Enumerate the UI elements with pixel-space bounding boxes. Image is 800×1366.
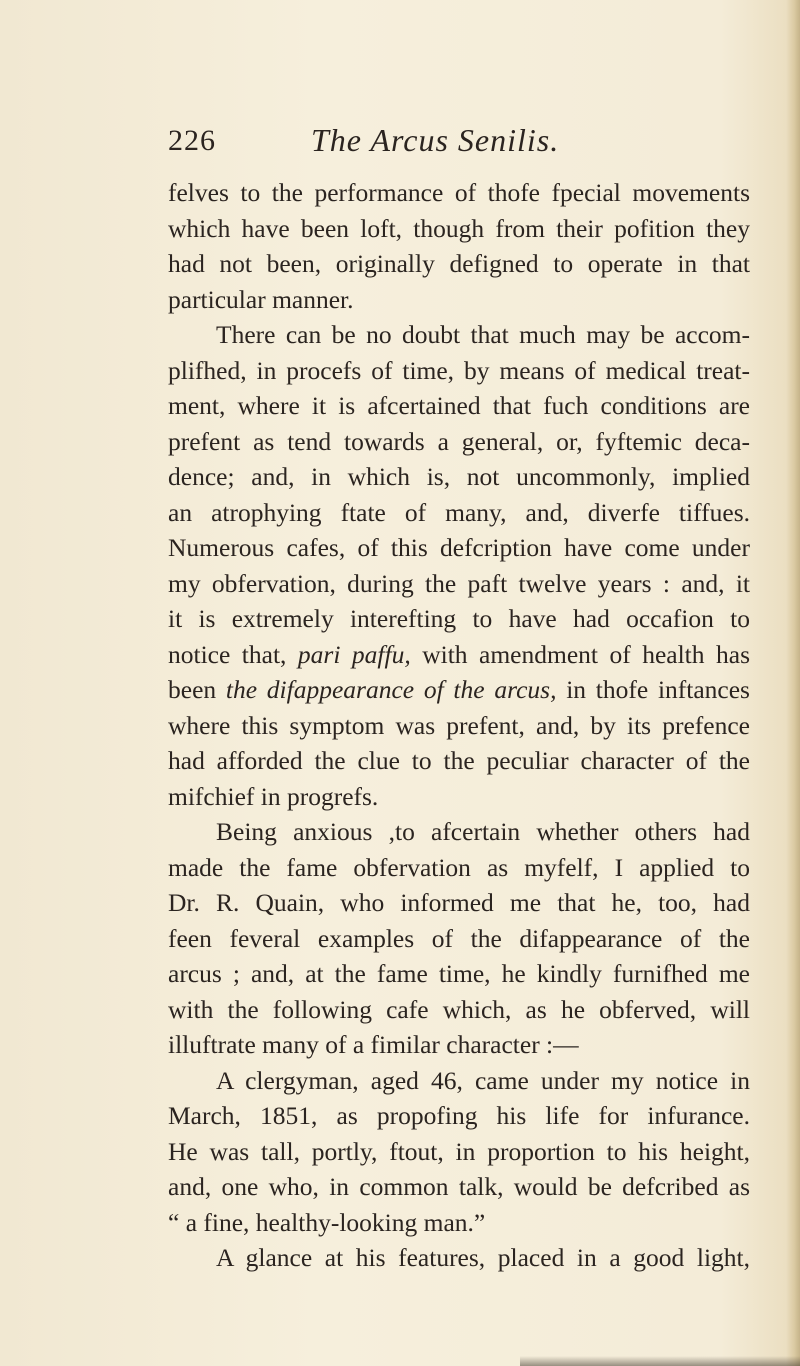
body-text (168, 175, 750, 1276)
text-line: dence; and, in which is, not uncommonly, implied (168, 462, 750, 491)
text-line: Dr. R. Quain, who informed me that he, too, had (168, 888, 750, 917)
text-line: A glance at his features, placed in a good light, (216, 1243, 750, 1272)
text-line: prefent as tend towards a general, or, fyftemic deca- (168, 426, 750, 456)
text-line: plifhed, in procefs of time, by means of medical treat- (168, 355, 750, 385)
text-line: He was tall, portly, ftout, in proportion to his height, (168, 1136, 750, 1166)
text-line: arcus ; and, at the fame time, he kindly furnifhed me (168, 959, 750, 988)
text-line: where this symptom was prefent, and, by its prefence (168, 710, 750, 740)
text-line: which have been loft, though from their pofition they (168, 213, 750, 243)
text-line: ment, where it is afcertained that fuch conditions are (168, 391, 750, 420)
text-segment: in thofe inftances (556, 675, 750, 704)
text-line: my obfervation, during the paft twelve years : and, it (168, 568, 750, 598)
text-line: had afforded the clue to the peculiar character of the (168, 746, 750, 775)
text-line: There can be no doubt that much may be accom- (216, 320, 750, 349)
text-line: Being anxious ,to afcertain whether others had (216, 817, 750, 846)
text-line: it is extremely interefting to have had occafion to (168, 604, 750, 633)
text-line: feen feveral examples of the difappearance of the (168, 923, 750, 953)
text-line: A clergyman, aged 46, came under my notice in (216, 1065, 750, 1095)
text-line: and, one who, in common talk, would be defcribed as (168, 1172, 750, 1201)
page-header (168, 118, 768, 168)
text-line: “ a fine, healthy-looking man.” (168, 1207, 486, 1237)
italic-phrase: pari paffu, (297, 639, 411, 669)
page-number: 226 (168, 124, 216, 157)
italic-phrase: the difappearance of the arcus, (225, 675, 557, 704)
text-line: made the fame obfervation as myfelf, I applied to (168, 852, 750, 882)
text-line: particular manner. (168, 284, 354, 314)
text-line: an atrophying ftate of many, and, diverfe tiffues. (168, 497, 750, 527)
text-line: mifchief in progrefs. (168, 781, 379, 811)
page-edge-shadow (786, 0, 800, 1366)
text-line: March, 1851, as propofing his life for infurance. (168, 1101, 750, 1130)
running-title: The Arcus Senilis. (311, 122, 560, 158)
text-segment: notice that, (168, 639, 298, 669)
text-segment: with amendment of health has (410, 639, 750, 669)
text-line: Numerous cafes, of this defcription have come under (168, 533, 750, 562)
text-line: felves to the performance of thofe fpecial movements (168, 178, 750, 207)
text-line: with the following cafe which, as he obferved, will (168, 994, 750, 1024)
text-line (168, 672, 750, 708)
text-segment: been (168, 675, 226, 704)
text-line: had not been, originally defigned to operate in that (168, 249, 750, 278)
text-line: illuftrate many of a fimilar character :— (168, 1030, 579, 1059)
page-bottom-shadow (520, 1356, 800, 1366)
text-line (168, 637, 750, 673)
